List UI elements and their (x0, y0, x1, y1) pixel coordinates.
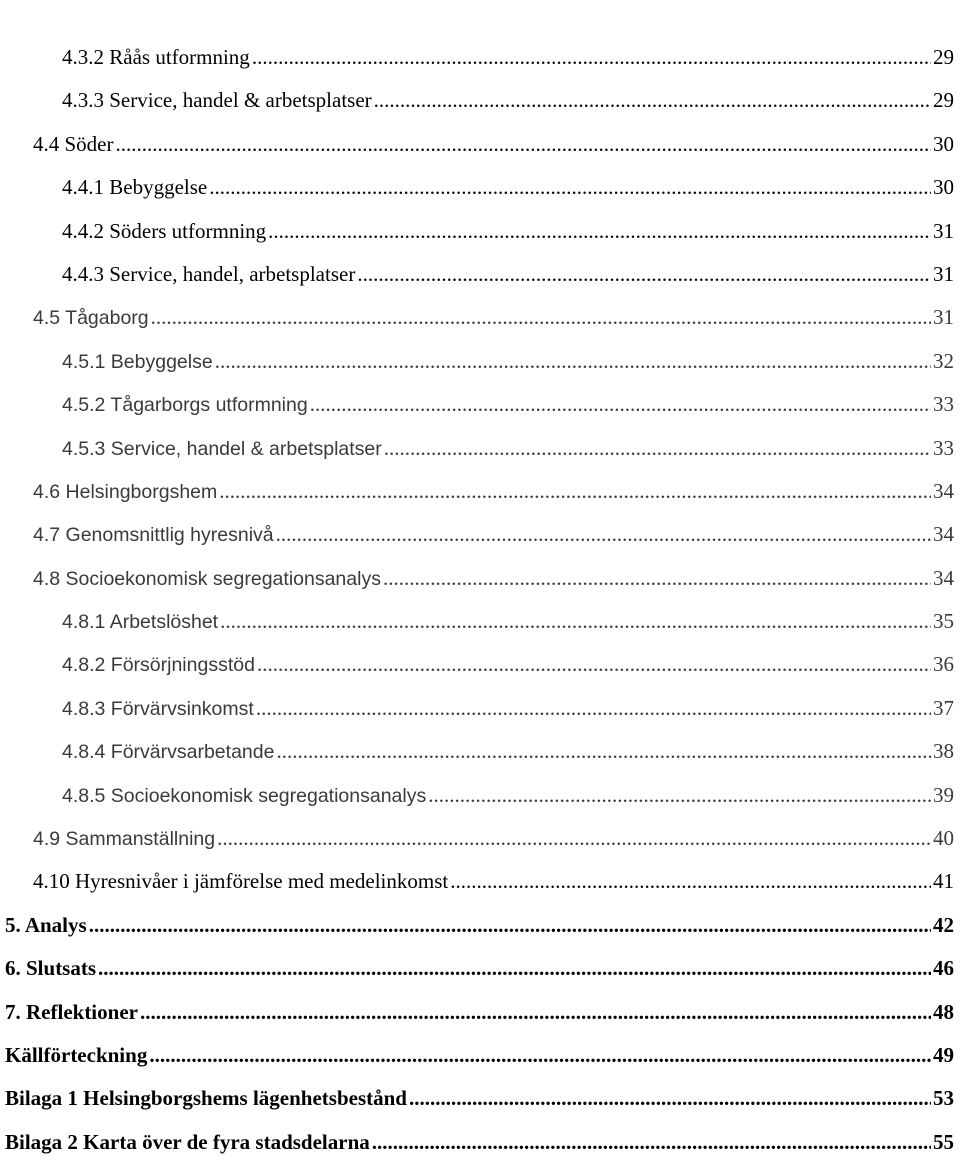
toc-entry[interactable] (0, 253, 960, 296)
toc-dot-leader (372, 1121, 931, 1164)
toc-entry[interactable] (0, 340, 960, 383)
toc-entry-page-number: 48 (933, 999, 954, 1024)
toc-entry-title: 4.3.3 Service, handel & arbetsplatser (62, 88, 372, 113)
toc-dot-leader (98, 947, 931, 990)
toc-entry-page-number: 49 (933, 1042, 954, 1067)
toc-entry-title: 4.8 Socioekonomisk segregationsanalys (33, 567, 381, 590)
toc-entry[interactable] (0, 166, 960, 209)
toc-entry-title: 5. Analys (5, 912, 87, 937)
toc-dot-leader (89, 904, 931, 947)
toc-dot-leader (219, 470, 931, 513)
toc-entry-page-number: 36 (933, 652, 954, 677)
toc-dot-leader (217, 817, 931, 860)
toc-dot-leader (215, 340, 931, 383)
toc-entry[interactable] (0, 817, 960, 860)
toc-entry[interactable] (0, 210, 960, 253)
toc-entry[interactable] (0, 947, 960, 990)
toc-entry-title: 4.7 Genomsnittlig hyresnivå (33, 524, 274, 547)
toc-entry-page-number: 30 (933, 175, 954, 200)
toc-entry-title: 4.5 Tågaborg (33, 307, 149, 330)
toc-entry-title: 4.8.2 Försörjningsstöd (62, 654, 255, 677)
toc-entry-page-number: 38 (933, 739, 954, 764)
toc-dot-leader (276, 730, 931, 773)
toc-dot-leader (220, 600, 931, 643)
toc-dot-leader (428, 774, 931, 817)
toc-entry[interactable] (0, 427, 960, 470)
toc-entry-page-number: 41 (933, 869, 954, 894)
table-of-contents (0, 36, 960, 1164)
toc-entry[interactable] (0, 123, 960, 166)
toc-entry-page-number: 29 (933, 45, 954, 69)
toc-entry-title: 4.9 Sammanställning (33, 828, 216, 851)
toc-entry-title: 4.6 Helsingborgshem (33, 480, 218, 503)
toc-dot-leader (252, 36, 931, 79)
toc-entry[interactable] (0, 600, 960, 643)
toc-entry[interactable] (0, 36, 960, 79)
toc-entry-title: Källförteckning (5, 1042, 148, 1067)
toc-entry-title: 4.5.3 Service, handel & arbetsplatser (62, 437, 382, 460)
toc-entry-title: Bilaga 1 Helsingborgshems lägenhetsbestånd (5, 1086, 407, 1111)
toc-entry-page-number: 46 (933, 956, 954, 981)
toc-entry-title: 6. Slutsats (5, 956, 97, 981)
toc-dot-leader (257, 643, 931, 686)
toc-entry-page-number: 35 (933, 609, 954, 634)
toc-dot-leader (310, 383, 931, 426)
toc-entry-title: 4.8.1 Arbetslöshet (62, 611, 219, 634)
toc-entry-title: 4.4.3 Service, handel, arbetsplatser (62, 261, 356, 286)
toc-entry-title: 7. Reflektioner (5, 999, 138, 1024)
toc-dot-leader (357, 253, 931, 296)
toc-dot-leader (383, 557, 931, 600)
toc-entry-page-number: 39 (933, 782, 954, 807)
toc-entry-title: 4.8.3 Förvärvsinkomst (62, 697, 254, 720)
toc-dot-leader (149, 1034, 931, 1077)
toc-entry[interactable] (0, 730, 960, 773)
toc-entry-page-number: 32 (933, 348, 954, 373)
toc-dot-leader (384, 427, 931, 470)
toc-entry-page-number: 37 (933, 695, 954, 720)
toc-entry-page-number: 55 (933, 1129, 954, 1154)
toc-entry-title: 4.10 Hyresnivåer i jämförelse med medelinkomst (33, 869, 449, 894)
toc-dot-leader (374, 79, 931, 122)
toc-entry-page-number: 34 (933, 565, 954, 590)
toc-dot-leader (268, 210, 931, 253)
toc-entry-title: 4.4.2 Söders utformning (62, 218, 267, 243)
toc-entry-page-number: 40 (933, 826, 954, 851)
toc-entry-page-number: 30 (933, 131, 954, 156)
toc-entry-page-number: 31 (933, 305, 954, 330)
toc-entry-page-number: 34 (933, 478, 954, 503)
toc-entry-title: 4.5.2 Tågarborgs utformning (62, 394, 308, 417)
toc-entry-title: 4.4 Söder (33, 131, 114, 156)
toc-entry[interactable] (0, 296, 960, 339)
toc-entry-page-number: 31 (933, 261, 954, 286)
toc-entry[interactable] (0, 470, 960, 513)
toc-dot-leader (140, 991, 931, 1034)
toc-entry-page-number: 53 (933, 1086, 954, 1111)
toc-dot-leader (409, 1077, 931, 1120)
toc-entry-page-number: 42 (933, 912, 954, 937)
toc-dot-leader (209, 166, 931, 209)
toc-entry[interactable] (0, 860, 960, 903)
toc-entry-title: 4.8.5 Socioekonomisk segregationsanalys (62, 784, 427, 807)
toc-entry[interactable] (0, 79, 960, 122)
toc-entry[interactable] (0, 1077, 960, 1120)
toc-dot-leader (256, 687, 931, 730)
toc-entry-page-number: 29 (933, 88, 954, 113)
toc-entry[interactable] (0, 1121, 960, 1164)
toc-entry-title: 4.5.1 Bebyggelse (62, 350, 213, 373)
toc-entry[interactable] (0, 643, 960, 686)
toc-entry[interactable] (0, 557, 960, 600)
toc-dot-leader (450, 860, 931, 903)
toc-entry-title: 4.3.2 Råås utformning (62, 45, 250, 69)
toc-entry[interactable] (0, 904, 960, 947)
toc-entry-title: 4.8.4 Förvärvsarbetande (62, 741, 275, 764)
toc-entry[interactable] (0, 991, 960, 1034)
toc-entry[interactable] (0, 687, 960, 730)
toc-entry[interactable] (0, 1034, 960, 1077)
toc-entry-page-number: 33 (933, 392, 954, 417)
toc-dot-leader (276, 513, 931, 556)
toc-entry-page-number: 33 (933, 435, 954, 460)
toc-entry-title: Bilaga 2 Karta över de fyra stadsdelarna (5, 1129, 370, 1154)
toc-entry-page-number: 31 (933, 218, 954, 243)
toc-entry-title: 4.4.1 Bebyggelse (62, 175, 208, 200)
toc-entry[interactable] (0, 513, 960, 556)
toc-dot-leader (116, 123, 932, 166)
toc-entry[interactable] (0, 383, 960, 426)
toc-entry[interactable] (0, 774, 960, 817)
toc-entry-page-number: 34 (933, 522, 954, 547)
toc-dot-leader (151, 296, 931, 339)
